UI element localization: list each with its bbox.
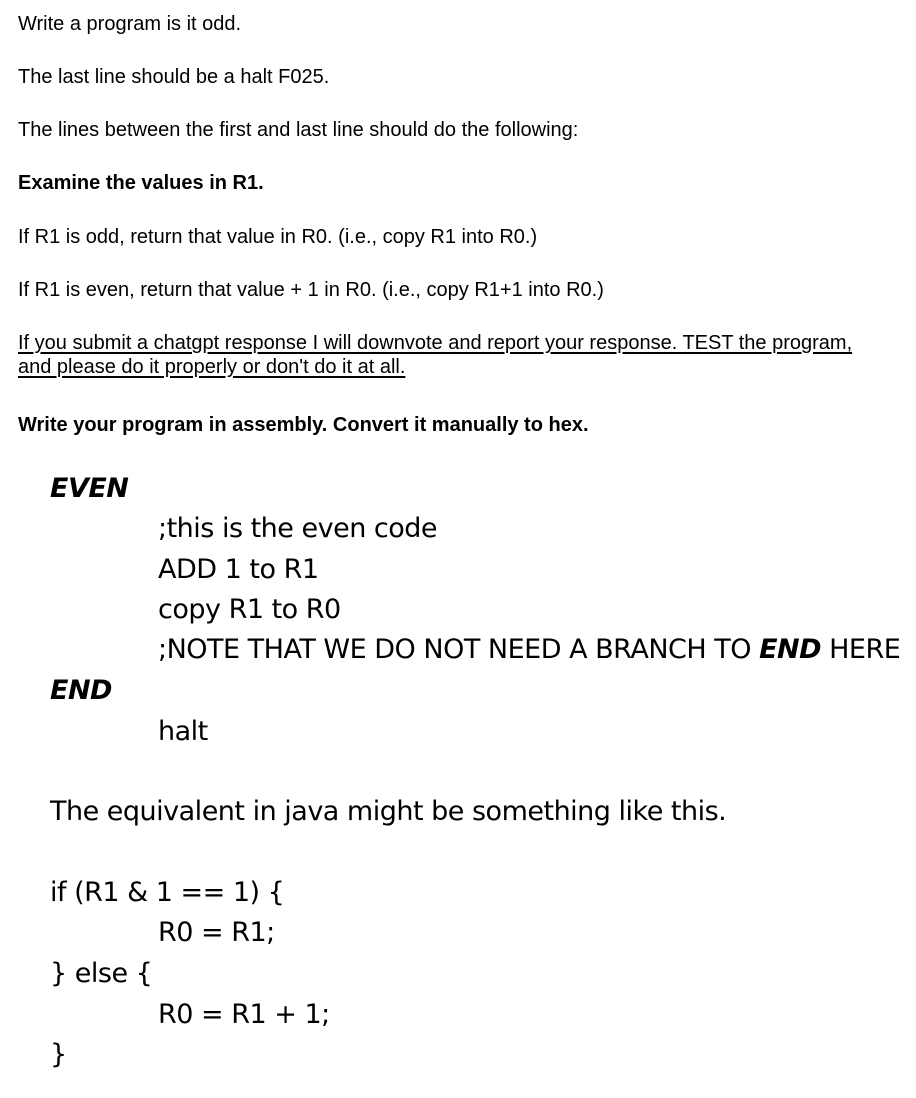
java-else-line: } else { — [50, 958, 153, 989]
copy-line: copy R1 to R0 — [158, 594, 341, 625]
halt-line: halt — [158, 716, 208, 747]
instruction-task: Write your program in assembly. Convert it manually to hex. — [18, 414, 589, 436]
instruction-between-lines: The lines between the first and last line should do the following: — [18, 119, 579, 141]
branch-note-suffix: HERE — [821, 634, 901, 665]
java-assign-odd: R0 = R1; — [158, 917, 275, 948]
add-line: ADD 1 to R1 — [158, 554, 319, 585]
warning-note: If you submit a chatgpt response I will downvote and report your response. TEST the program, and please do it properly or don't do it at all. — [18, 332, 853, 378]
branch-note-prefix: ;NOTE THAT WE DO NOT NEED A BRANCH TO — [158, 634, 760, 665]
instruction-examine: Examine the values in R1. — [18, 172, 264, 194]
instruction-halt: The last line should be a halt F025. — [18, 66, 330, 88]
instruction-even-case: If R1 is even, return that value + 1 in R0. (i.e., copy R1+1 into R0.) — [18, 279, 604, 301]
java-assign-even: R0 = R1 + 1; — [158, 999, 330, 1030]
java-if-line: if (R1 & 1 == 1) { — [50, 877, 285, 908]
instruction-title: Write a program is it odd. — [18, 13, 242, 35]
even-comment: ;this is the even code — [158, 513, 437, 544]
end-label: END — [50, 675, 112, 706]
branch-note-emphasis: END — [759, 634, 822, 665]
java-close-brace: } — [50, 1039, 67, 1070]
instruction-odd-case: If R1 is odd, return that value in R0. (i.e., copy R1 into R0.) — [18, 226, 538, 248]
even-label: EVEN — [50, 473, 129, 504]
java-intro: The equivalent in java might be something like this. — [50, 796, 727, 827]
branch-note — [158, 630, 900, 670]
